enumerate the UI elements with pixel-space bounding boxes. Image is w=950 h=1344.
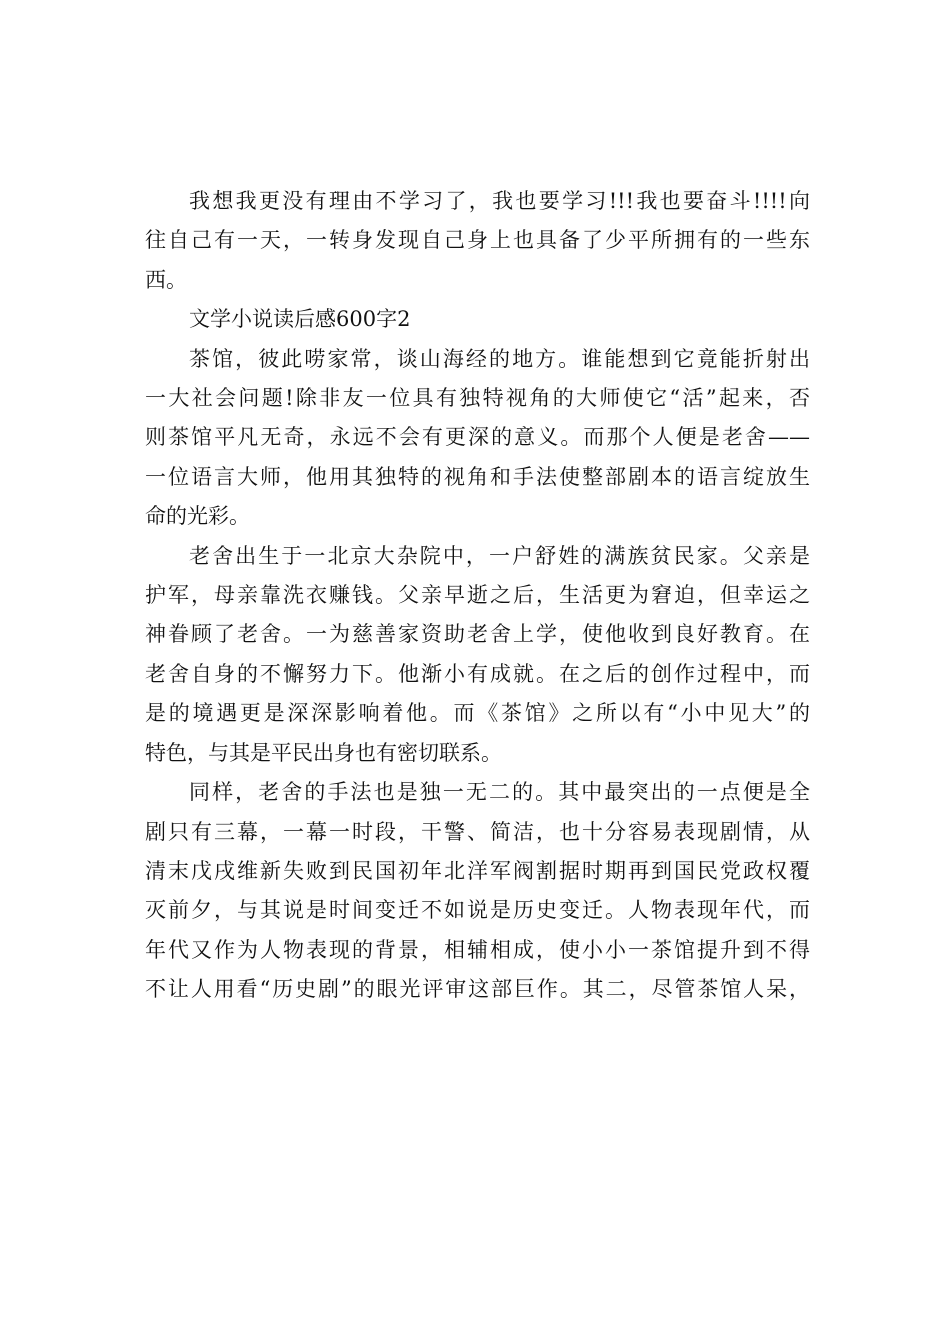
document-body <box>145 182 810 1010</box>
paragraph-line: 老舍自身的不懈努力下。他渐小有成就。在之后的创作过程中，而 <box>145 661 810 686</box>
paragraph-line: 神眷顾了老舍。一为慈善家资助老舍上学，使他收到良好教育。在 <box>145 622 810 647</box>
paragraph-line: 是的境遇更是深深影响着他。而《茶馆》之所以有“小中见大”的 <box>145 701 810 726</box>
paragraph-line: 灭前夕，与其说是时间变迁不如说是历史变迁。人物表现年代，而 <box>145 898 810 923</box>
paragraph <box>145 182 810 300</box>
paragraph-line: 不让人用看“历史剧”的眼光评审这部巨作。其二，尽管茶馆人呆， <box>145 977 810 1002</box>
paragraph-line: 剧只有三幕，一幕一时段，干警、简洁，也十分容易表现剧情，从 <box>145 819 810 844</box>
paragraph-line: 清末戊戌维新失败到民国初年北洋军阀割据时期再到国民党政权覆 <box>145 858 810 883</box>
paragraph <box>145 340 810 537</box>
section-heading: 文学小说读后感600字2 <box>189 307 411 332</box>
paragraph-line: 往自己有一天，一转身发现自己身上也具备了少平所拥有的一些东 <box>145 228 810 253</box>
paragraph <box>145 773 810 1009</box>
paragraph-line: 老舍出生于一北京大杂院中，一户舒姓的满族贫民家。父亲是 <box>189 543 810 568</box>
paragraph-line: 一大社会问题!除非友一位具有独特视角的大师使它“活”起来，否 <box>145 386 810 411</box>
paragraph-line: 特色，与其是平民出身也有密切联系。 <box>145 740 502 765</box>
paragraph-line: 一位语言大师，他用其独特的视角和手法使整部剧本的语言绽放生 <box>145 464 810 489</box>
paragraph-line: 命的光彩。 <box>145 504 250 529</box>
paragraph-line: 年代又作为人物表现的背景，相辅相成，使小小一茶馆提升到不得 <box>145 937 810 962</box>
paragraph-line: 则茶馆平凡无奇，永远不会有更深的意义。而那个人便是老舍—— <box>145 425 810 450</box>
paragraph-line: 同样，老舍的手法也是独一无二的。其中最突出的一点便是全 <box>189 780 810 805</box>
paragraph-line: 茶馆，彼此唠家常，谈山海经的地方。谁能想到它竟能折射出 <box>189 346 810 371</box>
paragraph-line: 我想我更没有理由不学习了，我也要学习!!!我也要奋斗!!!!向 <box>189 189 810 213</box>
paragraph-line: 护军，母亲靠洗衣赚钱。父亲早逝之后，生活更为窘迫，但幸运之 <box>145 583 810 608</box>
paragraph-line: 西。 <box>145 267 187 292</box>
paragraph <box>145 537 810 773</box>
